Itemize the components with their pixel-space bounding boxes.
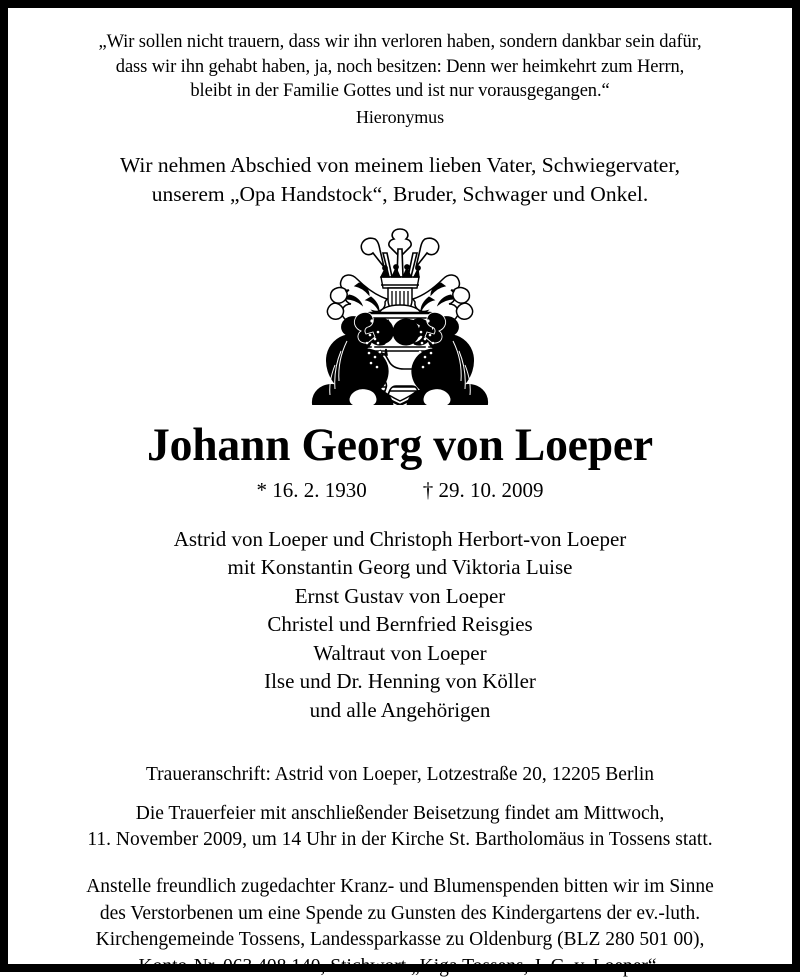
farewell-intro xyxy=(34,151,766,209)
ceremony-line-1: Die Trauerfeier mit anschließender Beisetzung findet am Mittwoch, xyxy=(34,801,766,827)
donation-request xyxy=(34,874,766,980)
intro-line-2: unserem „Opa Handstock“, Bruder, Schwager und Onkel. xyxy=(34,180,766,209)
survivor-line-2: mit Konstantin Georg und Viktoria Luise xyxy=(34,553,766,582)
ceremony-line-2: 11. November 2009, um 14 Uhr in der Kirche St. Bartholomäus in Tossens statt. xyxy=(34,827,766,853)
survivor-line-4: Christel und Bernfried Reisgies xyxy=(34,610,766,639)
donation-line-1: Anstelle freundlich zugedachter Kranz- und Blumenspenden bitten wir im Sinne xyxy=(34,874,766,901)
death-date: † 29. 10. 2009 xyxy=(423,478,544,502)
notice-content xyxy=(8,8,792,964)
survivor-line-5: Waltraut von Loeper xyxy=(34,639,766,668)
survivor-line-3: Ernst Gustav von Loeper xyxy=(34,582,766,611)
quote-line-2: dass wir ihn gehabt haben, ja, noch besitzen: Denn wer heimkehrt zum Herrn, xyxy=(34,55,766,80)
survivors-list xyxy=(34,525,766,725)
deceased-name: Johann Georg von Loeper xyxy=(45,419,755,471)
quote-line-3: bleibt in der Familie Gottes und ist nur vorausgegangen.“ xyxy=(34,79,766,104)
quote-line-1: „Wir sollen nicht trauern, dass wir ihn verloren haben, sondern dankbar sein dafür, xyxy=(34,30,766,55)
survivor-line-7: und alle Angehörigen xyxy=(34,696,766,725)
memorial-quote xyxy=(34,30,766,129)
ceremony-details xyxy=(34,801,766,853)
birth-date: * 16. 2. 1930 xyxy=(257,478,367,502)
survivor-line-6: Ilse und Dr. Henning von Köller xyxy=(34,667,766,696)
survivor-line-1: Astrid von Loeper und Christoph Herbort-von Loeper xyxy=(34,525,766,554)
coat-of-arms-icon xyxy=(275,223,525,405)
intro-line-1: Wir nehmen Abschied von meinem lieben Vater, Schwiegervater, xyxy=(34,151,766,180)
life-dates xyxy=(34,477,766,503)
donation-line-3: Kirchengemeinde Tossens, Landessparkasse zu Oldenburg (BLZ 280 501 00), xyxy=(34,927,766,954)
donation-line-2: des Verstorbenen um eine Spende zu Gunsten des Kindergartens der ev.-luth. xyxy=(34,901,766,928)
quote-attribution: Hieronymus xyxy=(34,105,766,129)
mourning-address: Traueranschrift: Astrid von Loeper, Lotzestraße 20, 12205 Berlin xyxy=(34,762,766,788)
donation-line-4: Konto-Nr. 063 408 140, Stichwort „Kiga Tossens, J. G. v. Loeper“. xyxy=(34,954,766,980)
coat-of-arms xyxy=(34,223,766,405)
